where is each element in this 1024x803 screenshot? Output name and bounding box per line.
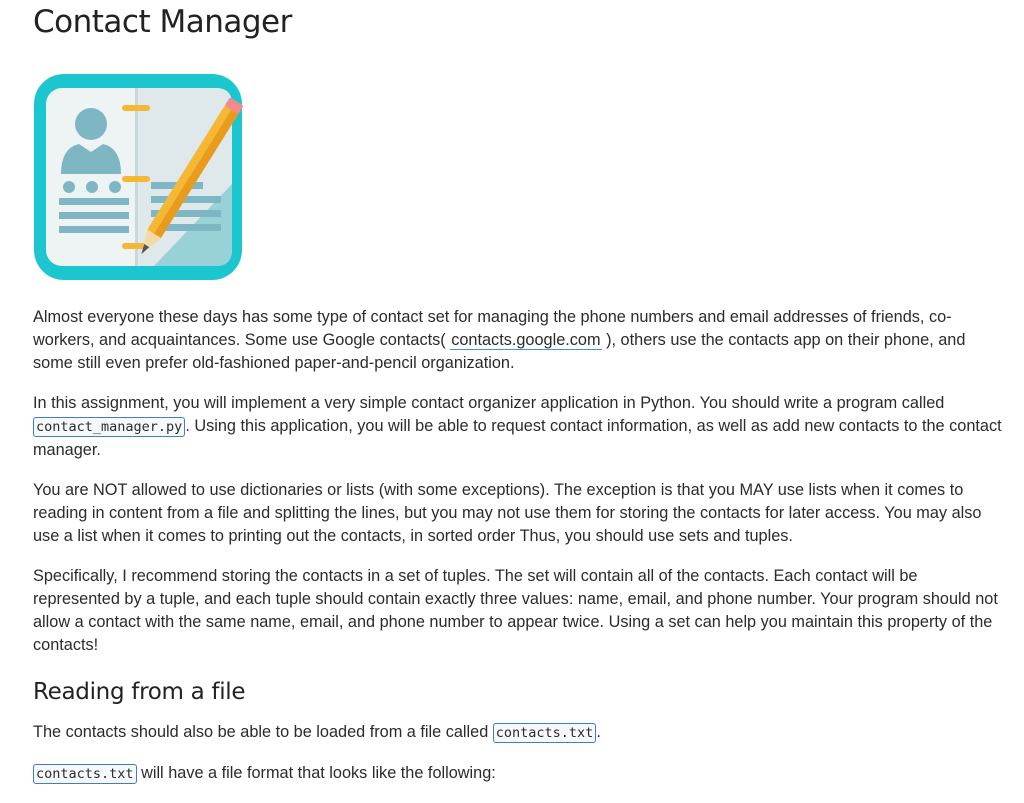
text-segment: will have a file format that looks like the following: — [136, 764, 496, 782]
contact-book-pencil-icon — [34, 74, 244, 282]
restrictions-paragraph: You are NOT allowed to use dictionaries or lists (with some exceptions). The exception is that you MAY use lists when it comes to reading in content from a file and splitting the lines, but you may not use them for storing the contacts for later access. You may also use a list when it comes to printing out the contacts, in sorted order Thus, you should use sets and tuples. — [33, 481, 982, 545]
text-segment: . Using this application, you will be able to request contact information, as well as add new contacts to the contact manager. — [33, 417, 1002, 459]
inline-code-filename: contact_manager.py — [33, 417, 185, 437]
inline-code-contacts-file: contacts.txt — [493, 723, 597, 743]
text-segment: ), others use the contacts app on their phone, and some still even prefer old-fashioned paper-and-pencil organization. — [33, 331, 966, 372]
recommendation-paragraph: Specifically, I recommend storing the contacts in a set of tuples. The set will contain all of the contacts. Each contact will be represented by a tuple, and each tuple should contain exactly three values: name, email, and phone number. Your program should not allow a contact with the same name, email, and phone number to appear twice. Using a set can help you maintain this property of the contacts! — [33, 567, 998, 654]
text-segment: . — [596, 723, 601, 741]
section-heading: Reading from a file — [33, 679, 246, 705]
page-title: Contact Manager — [33, 4, 292, 40]
text-segment: In this assignment, you will implement a very simple contact organizer application in Python. You should write a program called — [33, 394, 945, 412]
assignment-paragraph — [33, 392, 1008, 462]
file-format-paragraph — [33, 762, 1008, 786]
article-body — [33, 306, 1008, 803]
file-load-paragraph — [33, 721, 1008, 745]
intro-paragraph — [33, 306, 1008, 375]
inline-code-contacts-file: contacts.txt — [33, 764, 137, 784]
text-segment: Almost everyone these days has some type of contact set for managing the phone numbers and email addresses of friends, co-workers, and acquaintances. Some use Google contacts( — [33, 308, 952, 349]
google-contacts-link[interactable]: contacts.google.com — [451, 331, 601, 349]
text-segment: The contacts should also be able to be loaded from a file called — [33, 723, 493, 741]
